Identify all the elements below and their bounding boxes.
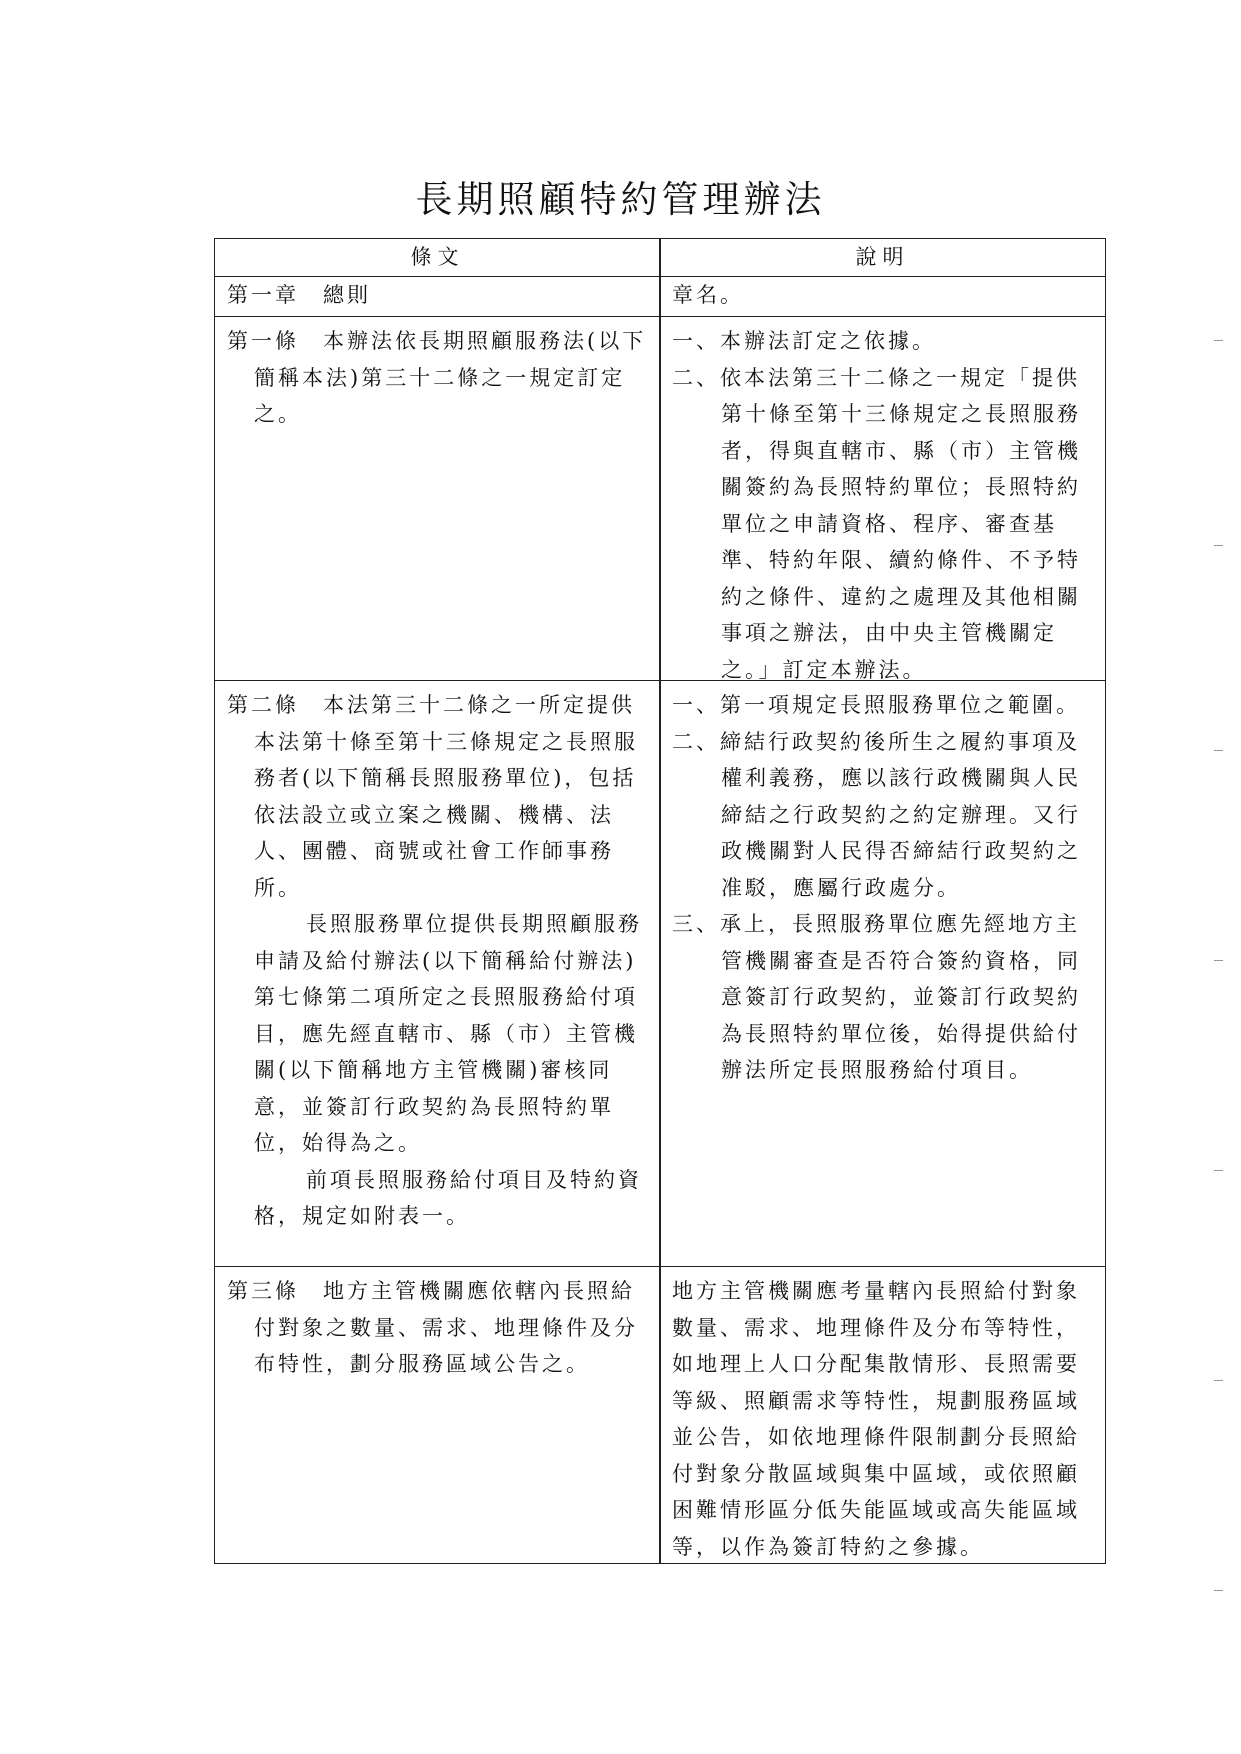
table-row-chapter-explanation — [659, 276, 1106, 317]
table-row-article-3 — [214, 1266, 661, 1564]
article-2-paragraph-1: 第二條 本法第三十二條之一所定提供本法第十條至第十三條規定之長照服務者(以下簡稱長照服務單位)，包括依法設立或立案之機關、機構、法人、團體、商號或社會工作師事務所。 — [227, 693, 638, 900]
table-row-article-1 — [214, 316, 661, 681]
table-row-chapter-article — [214, 276, 661, 317]
scan-edge-mark — [1214, 1170, 1223, 1171]
table-row-article-2 — [214, 680, 661, 1267]
article-3-text: 第三條 地方主管機關應依轄內長照給付對象之數量、需求、地理條件及分布特性，劃分服務區域公告之。 — [227, 1279, 638, 1376]
header-cell-explanation: 說明 — [659, 238, 1106, 277]
scan-edge-mark — [1214, 750, 1223, 751]
scan-edge-mark — [1214, 340, 1223, 341]
table-row-article-2-explanation — [659, 680, 1106, 1267]
scan-edge-mark — [1214, 960, 1223, 961]
header-cell-article: 條文 — [214, 238, 661, 277]
article-2-note-item: 一、第一項規定長照服務單位之範圍。 — [672, 693, 1080, 717]
scan-edge-mark — [1214, 1380, 1223, 1381]
article-2-paragraph-3: 前項長照服務給付項目及特約資格，規定如附表一。 — [254, 1167, 642, 1228]
table-row-article-3-explanation — [659, 1266, 1106, 1564]
chapter-heading: 第一章 總則 — [227, 283, 371, 307]
article-1-note-item: 二、依本法第三十二條之一規定「提供第十條至第十三條規定之長照服務者，得與直轄市、縣（市）主管機關簽約為長照特約單位；長照特約單位之申請資格、程序、審查基準、特約年限、續約條件、不予特約之條件、違約之處理及其他相關事項之辦法，由中央主管機關定之。」訂定本辦法。 — [672, 365, 1081, 682]
chapter-note: 章名。 — [672, 283, 744, 307]
document-title: 長期照顧特約管理辦法 — [415, 178, 826, 221]
article-2-note-item: 三、承上，長照服務單位應先經地方主管機關審查是否符合簽約資格，同意簽訂行政契約，並簽訂行政契約為長照特約單位後，始得提供給付辦法所定長照服務給付項目。 — [672, 912, 1081, 1082]
table-row-article-1-explanation — [659, 316, 1106, 681]
scan-edge-mark — [1214, 545, 1223, 546]
article-2-note-item: 二、締結行政契約後所生之履約事項及權利義務，應以該行政機關與人民締結之行政契約之約定辦理。又行政機關對人民得否締結行政契約之准駁，應屬行政處分。 — [672, 729, 1081, 900]
article-3-note: 地方主管機關應考量轄內長照給付對象數量、需求、地理條件及分布等特性，如地理上人口分配集散情形、長照需要等級、照顧需求等特性，規劃服務區域並公告，如依地理條件限制劃分長照給付對象分散區域與集中區域，或依照顧困難情形區分低失能區域或高失能區域等，以作為簽訂特約之參據。 — [672, 1279, 1080, 1559]
article-1-note-item: 一、本辦法訂定之依據。 — [672, 329, 936, 353]
article-1-text: 第一條 本辦法依長期照顧服務法(以下簡稱本法)第三十二條之一規定訂定之。 — [227, 329, 647, 426]
article-2-paragraph-2: 長照服務單位提供長期照顧服務申請及給付辦法(以下簡稱給付辦法)第七條第二項所定之長照服務給付項目，應先經直轄市、縣（市）主管機關(以下簡稱地方主管機關)審核同意，並簽訂行政契約為長照特約單位，始得為之。 — [254, 912, 642, 1155]
scan-edge-mark — [1214, 1590, 1223, 1591]
